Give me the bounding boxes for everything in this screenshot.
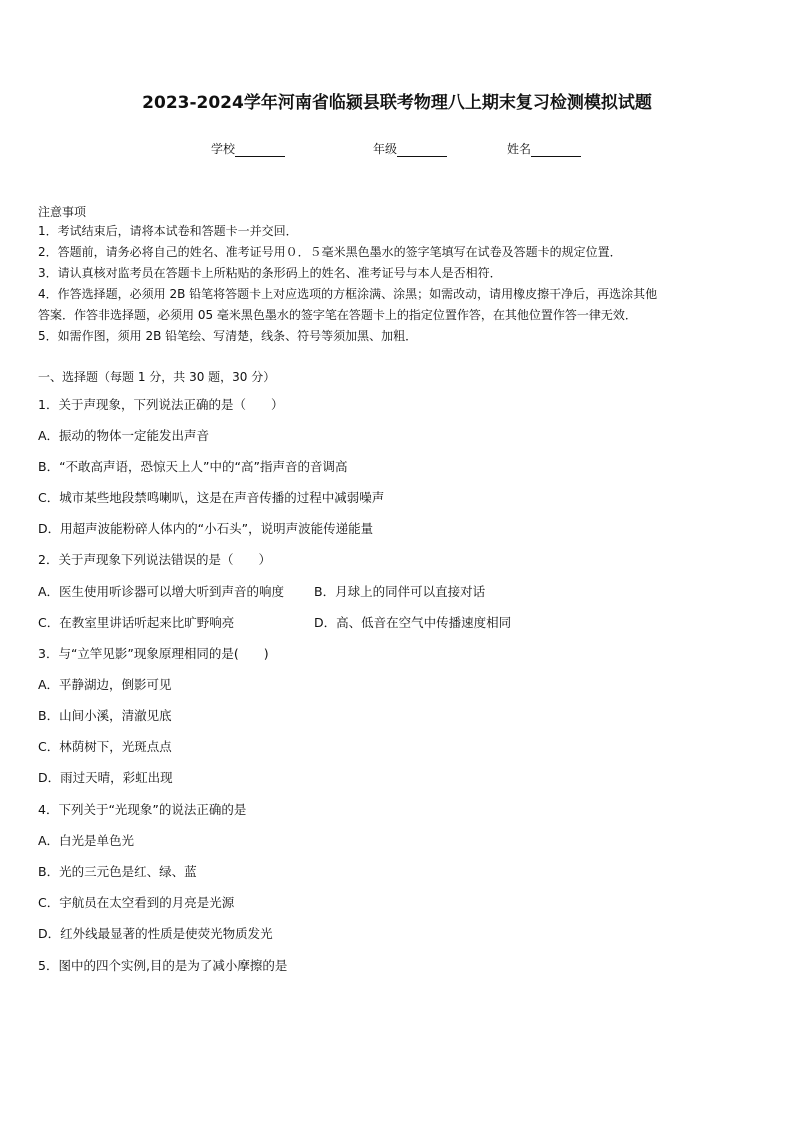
question-2-stem: 2．关于声现象下列说法错误的是（ ） bbox=[38, 552, 271, 567]
question-3-option-d: D．雨过天晴，彩虹出现 bbox=[38, 770, 173, 785]
school-label: 学校 bbox=[211, 142, 236, 156]
question-1-option-d: D．用超声波能粉碎人体内的“小石头”，说明声波能传递能量 bbox=[38, 521, 374, 536]
name-label: 姓名 bbox=[507, 142, 532, 156]
question-3-option-c: C．林荫树下，光斑点点 bbox=[38, 739, 172, 754]
question-3-option-b: B．山间小溪，清澈见底 bbox=[38, 708, 172, 723]
note-item: 3．请认真核对监考员在答题卡上所粘贴的条形码上的姓名、准考证号与本人是否相符． bbox=[38, 266, 502, 280]
name-field bbox=[507, 140, 581, 157]
question-3-stem: 3．与“立竿见影”现象原理相同的是( ) bbox=[38, 646, 269, 661]
note-item: 4．作答选择题，必须用 2B 铅笔将答题卡上对应选项的方框涂满、涂黑；如需改动，请用橡皮擦干净后，再选涂其他 bbox=[38, 287, 658, 301]
question-2-option-a: A．医生使用听诊器可以增大听到声音的响度 bbox=[38, 584, 285, 599]
note-item: 1．考试结束后，请将本试卷和答题卡一并交回． bbox=[38, 224, 298, 238]
note-item: 答案．作答非选择题，必须用 05 毫米黑色墨水的签字笔在答题卡上的指定位置作答，在其他位置作答一律无效． bbox=[38, 308, 637, 322]
school-field bbox=[211, 140, 285, 157]
note-item: 2．答题前，请务必将自己的姓名、准考证号用０．５毫米黑色墨水的签字笔填写在试卷及答题卡的规定位置． bbox=[38, 245, 622, 259]
student-info-row bbox=[0, 140, 794, 160]
question-1-stem: 1．关于声现象，下列说法正确的是（ ） bbox=[38, 397, 284, 412]
grade-blank bbox=[397, 144, 447, 157]
question-1-option-b: B．“不敢高声语，恐惊天上人”中的“高”指声音的音调高 bbox=[38, 459, 348, 474]
notes-heading: 注意事项 bbox=[38, 205, 87, 219]
question-3-option-a: A．平静湖边，倒影可见 bbox=[38, 677, 172, 692]
question-5-stem: 5．图中的四个实例,目的是为了减小摩擦的是 bbox=[38, 958, 288, 973]
question-4-stem: 4．下列关于“光现象”的说法正确的是 bbox=[38, 802, 247, 817]
note-item: 5．如需作图，须用 2B 铅笔绘、写清楚，线条、符号等须加黑、加粗． bbox=[38, 329, 418, 343]
question-2-option-b: B．月球上的同伴可以直接对话 bbox=[314, 584, 486, 599]
question-2-option-c: C．在教室里讲话听起来比旷野响亮 bbox=[38, 615, 235, 630]
question-4-option-d: D．红外线最显著的性质是使荧光物质发光 bbox=[38, 926, 273, 941]
name-blank bbox=[531, 144, 581, 157]
question-4-option-c: C．宇航员在太空看到的月亮是光源 bbox=[38, 895, 235, 910]
exam-title: 2023-2024学年河南省临颍县联考物理八上期末复习检测模拟试题 bbox=[142, 93, 652, 113]
question-4-option-a: A．白光是单色光 bbox=[38, 833, 135, 848]
grade-label: 年级 bbox=[373, 142, 398, 156]
question-4-option-b: B．光的三元色是红、绿、蓝 bbox=[38, 864, 197, 879]
question-1-option-c: C．城市某些地段禁鸣喇叭，这是在声音传播的过程中减弱噪声 bbox=[38, 490, 385, 505]
question-2-option-d: D．高、低音在空气中传播速度相同 bbox=[314, 615, 512, 630]
school-blank bbox=[235, 144, 285, 157]
section-heading: 一、选择题（每题 1 分，共 30 题，30 分） bbox=[38, 370, 276, 384]
grade-field bbox=[373, 140, 447, 157]
question-1-option-a: A．振动的物体一定能发出声音 bbox=[38, 428, 210, 443]
